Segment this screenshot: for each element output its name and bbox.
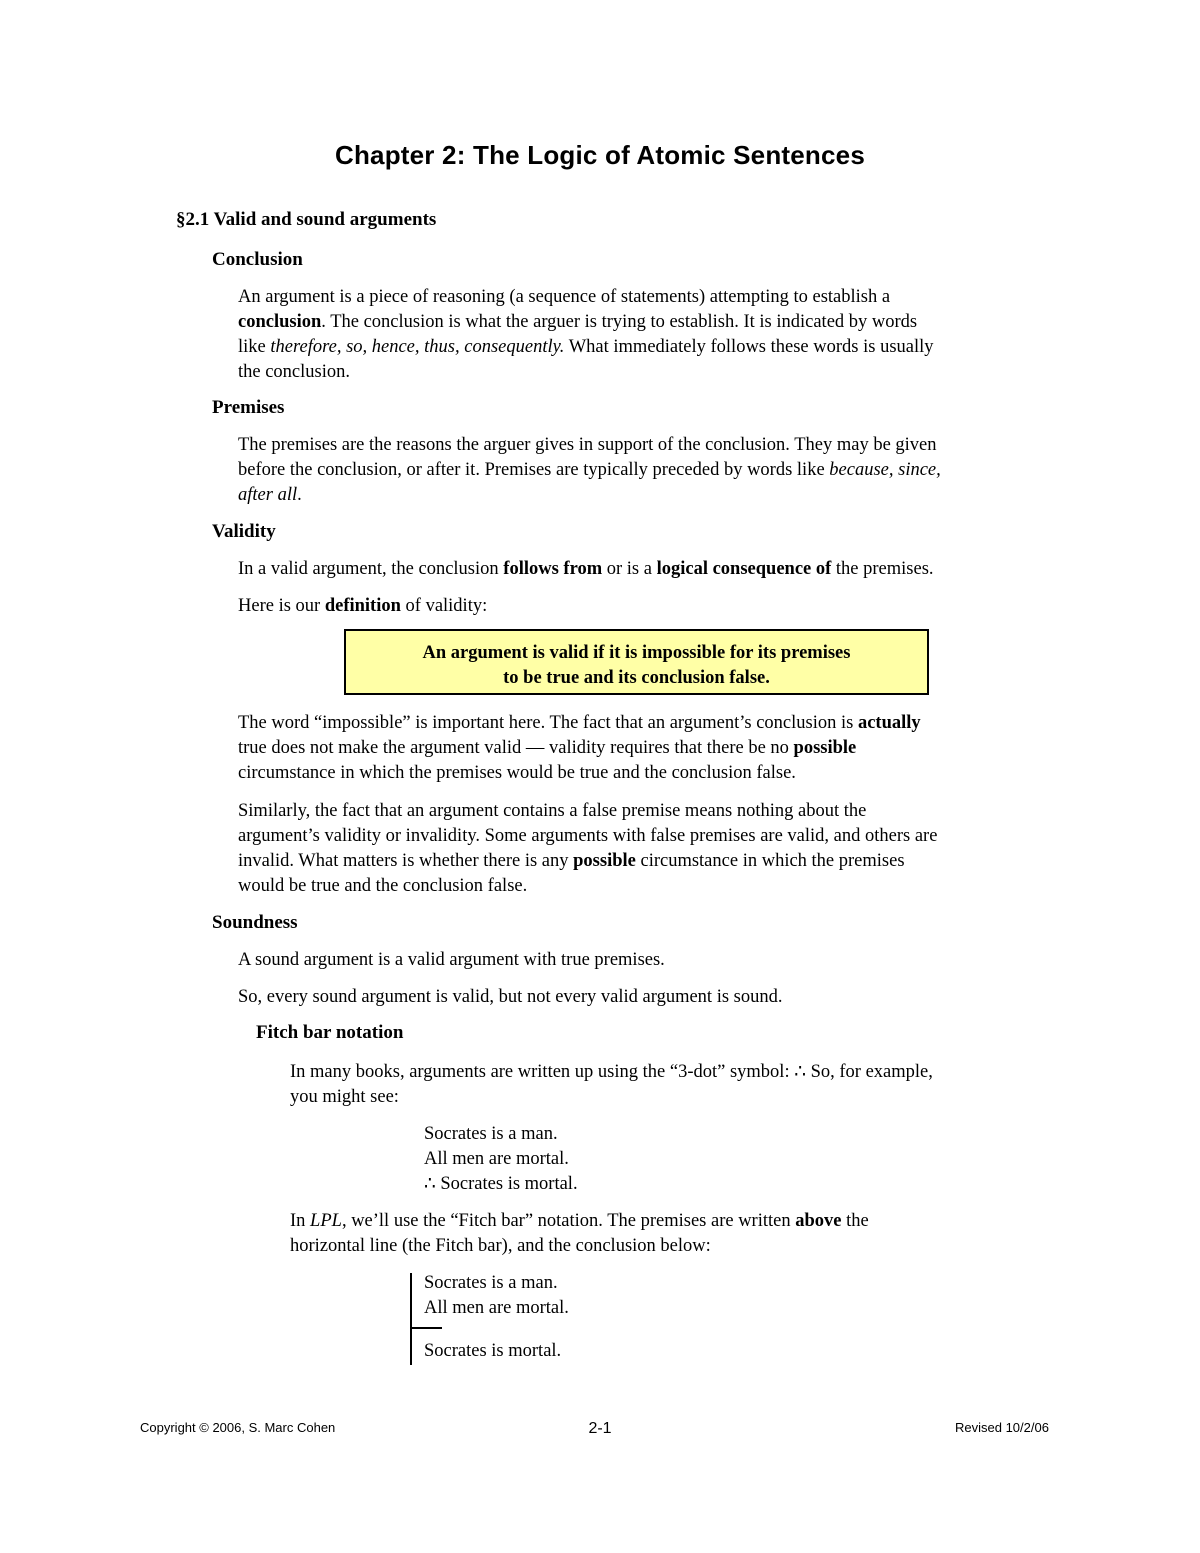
footer-revised: Revised 10/2/06 — [955, 1420, 1049, 1435]
dot-notation-example — [424, 1122, 578, 1197]
fitch-vertical-bar — [410, 1273, 412, 1365]
validity-paragraph-1: In a valid argument, the conclusion follows from or is a logical consequence of the premises. — [238, 559, 934, 579]
conclusion-heading: Conclusion — [212, 249, 303, 270]
fitch-conclusion: Socrates is mortal. — [424, 1341, 562, 1361]
fitch-paragraph-2: In LPL, we’ll use the “Fitch bar” notation. The premises are written above the horizontal line (the Fitch bar), and the conclusion below: — [290, 1211, 869, 1256]
example-premise-2: All men are mortal. — [424, 1149, 569, 1169]
fitch-premise-1: Socrates is a man. — [424, 1273, 558, 1293]
soundness-paragraph-1: A sound argument is a valid argument with true premises. — [238, 950, 665, 970]
page-title: Chapter 2: The Logic of Atomic Sentences — [334, 140, 865, 170]
validity-paragraph-4: Similarly, the fact that an argument contains a false premise means nothing about the argument’s validity or invalidity. Some arguments with false premises are valid, and others are invalid. What matters is whether there is any possible circumstance in which the premises would be true and the conclusion false. — [238, 801, 938, 896]
fitch-premises — [424, 1271, 569, 1321]
definition-box: An argument is valid if it is impossible for its premises to be true and its conclusion false. — [344, 629, 929, 695]
footer-copyright: Copyright © 2006, S. Marc Cohen — [140, 1420, 336, 1435]
section-heading: §2.1 Valid and sound arguments — [176, 209, 437, 230]
validity-heading: Validity — [212, 521, 276, 542]
fitch-paragraph-1: In many books, arguments are written up using the “3-dot” symbol: ∴ So, for example, you might see: — [290, 1062, 933, 1107]
example-premise-1: Socrates is a man. — [424, 1124, 558, 1144]
soundness-paragraph-2: So, every sound argument is valid, but not every valid argument is sound. — [238, 987, 783, 1007]
premises-heading: Premises — [212, 397, 285, 418]
validity-paragraph-2: Here is our definition of validity: — [238, 596, 488, 616]
premises-paragraph: The premises are the reasons the arguer gives in support of the conclusion. They may be given before the conclusion, or after it. Premises are typically preceded by words like because, since, after all. — [238, 435, 941, 505]
fitch-premise-2: All men are mortal. — [424, 1298, 569, 1318]
conclusion-paragraph: An argument is a piece of reasoning (a sequence of statements) attempting to establish a conclusion. The conclusion is what the arguer is trying to establish. It is indicated by words like therefore, so, hence, thus, consequently. What immediately follows these words is usually the conclusion. — [238, 287, 934, 382]
page-number: 2-1 — [588, 1420, 612, 1437]
example-conclusion: ∴ Socrates is mortal. — [424, 1174, 578, 1194]
fitch-heading: Fitch bar notation — [256, 1022, 404, 1043]
validity-paragraph-3: The word “impossible” is important here. The fact that an argument’s conclusion is actually true does not make the argument valid — validity requires that there be no possible circumstance in which the premises would be true and the conclusion false. — [238, 713, 921, 783]
soundness-heading: Soundness — [212, 912, 298, 933]
fitch-horizontal-bar — [410, 1327, 442, 1329]
